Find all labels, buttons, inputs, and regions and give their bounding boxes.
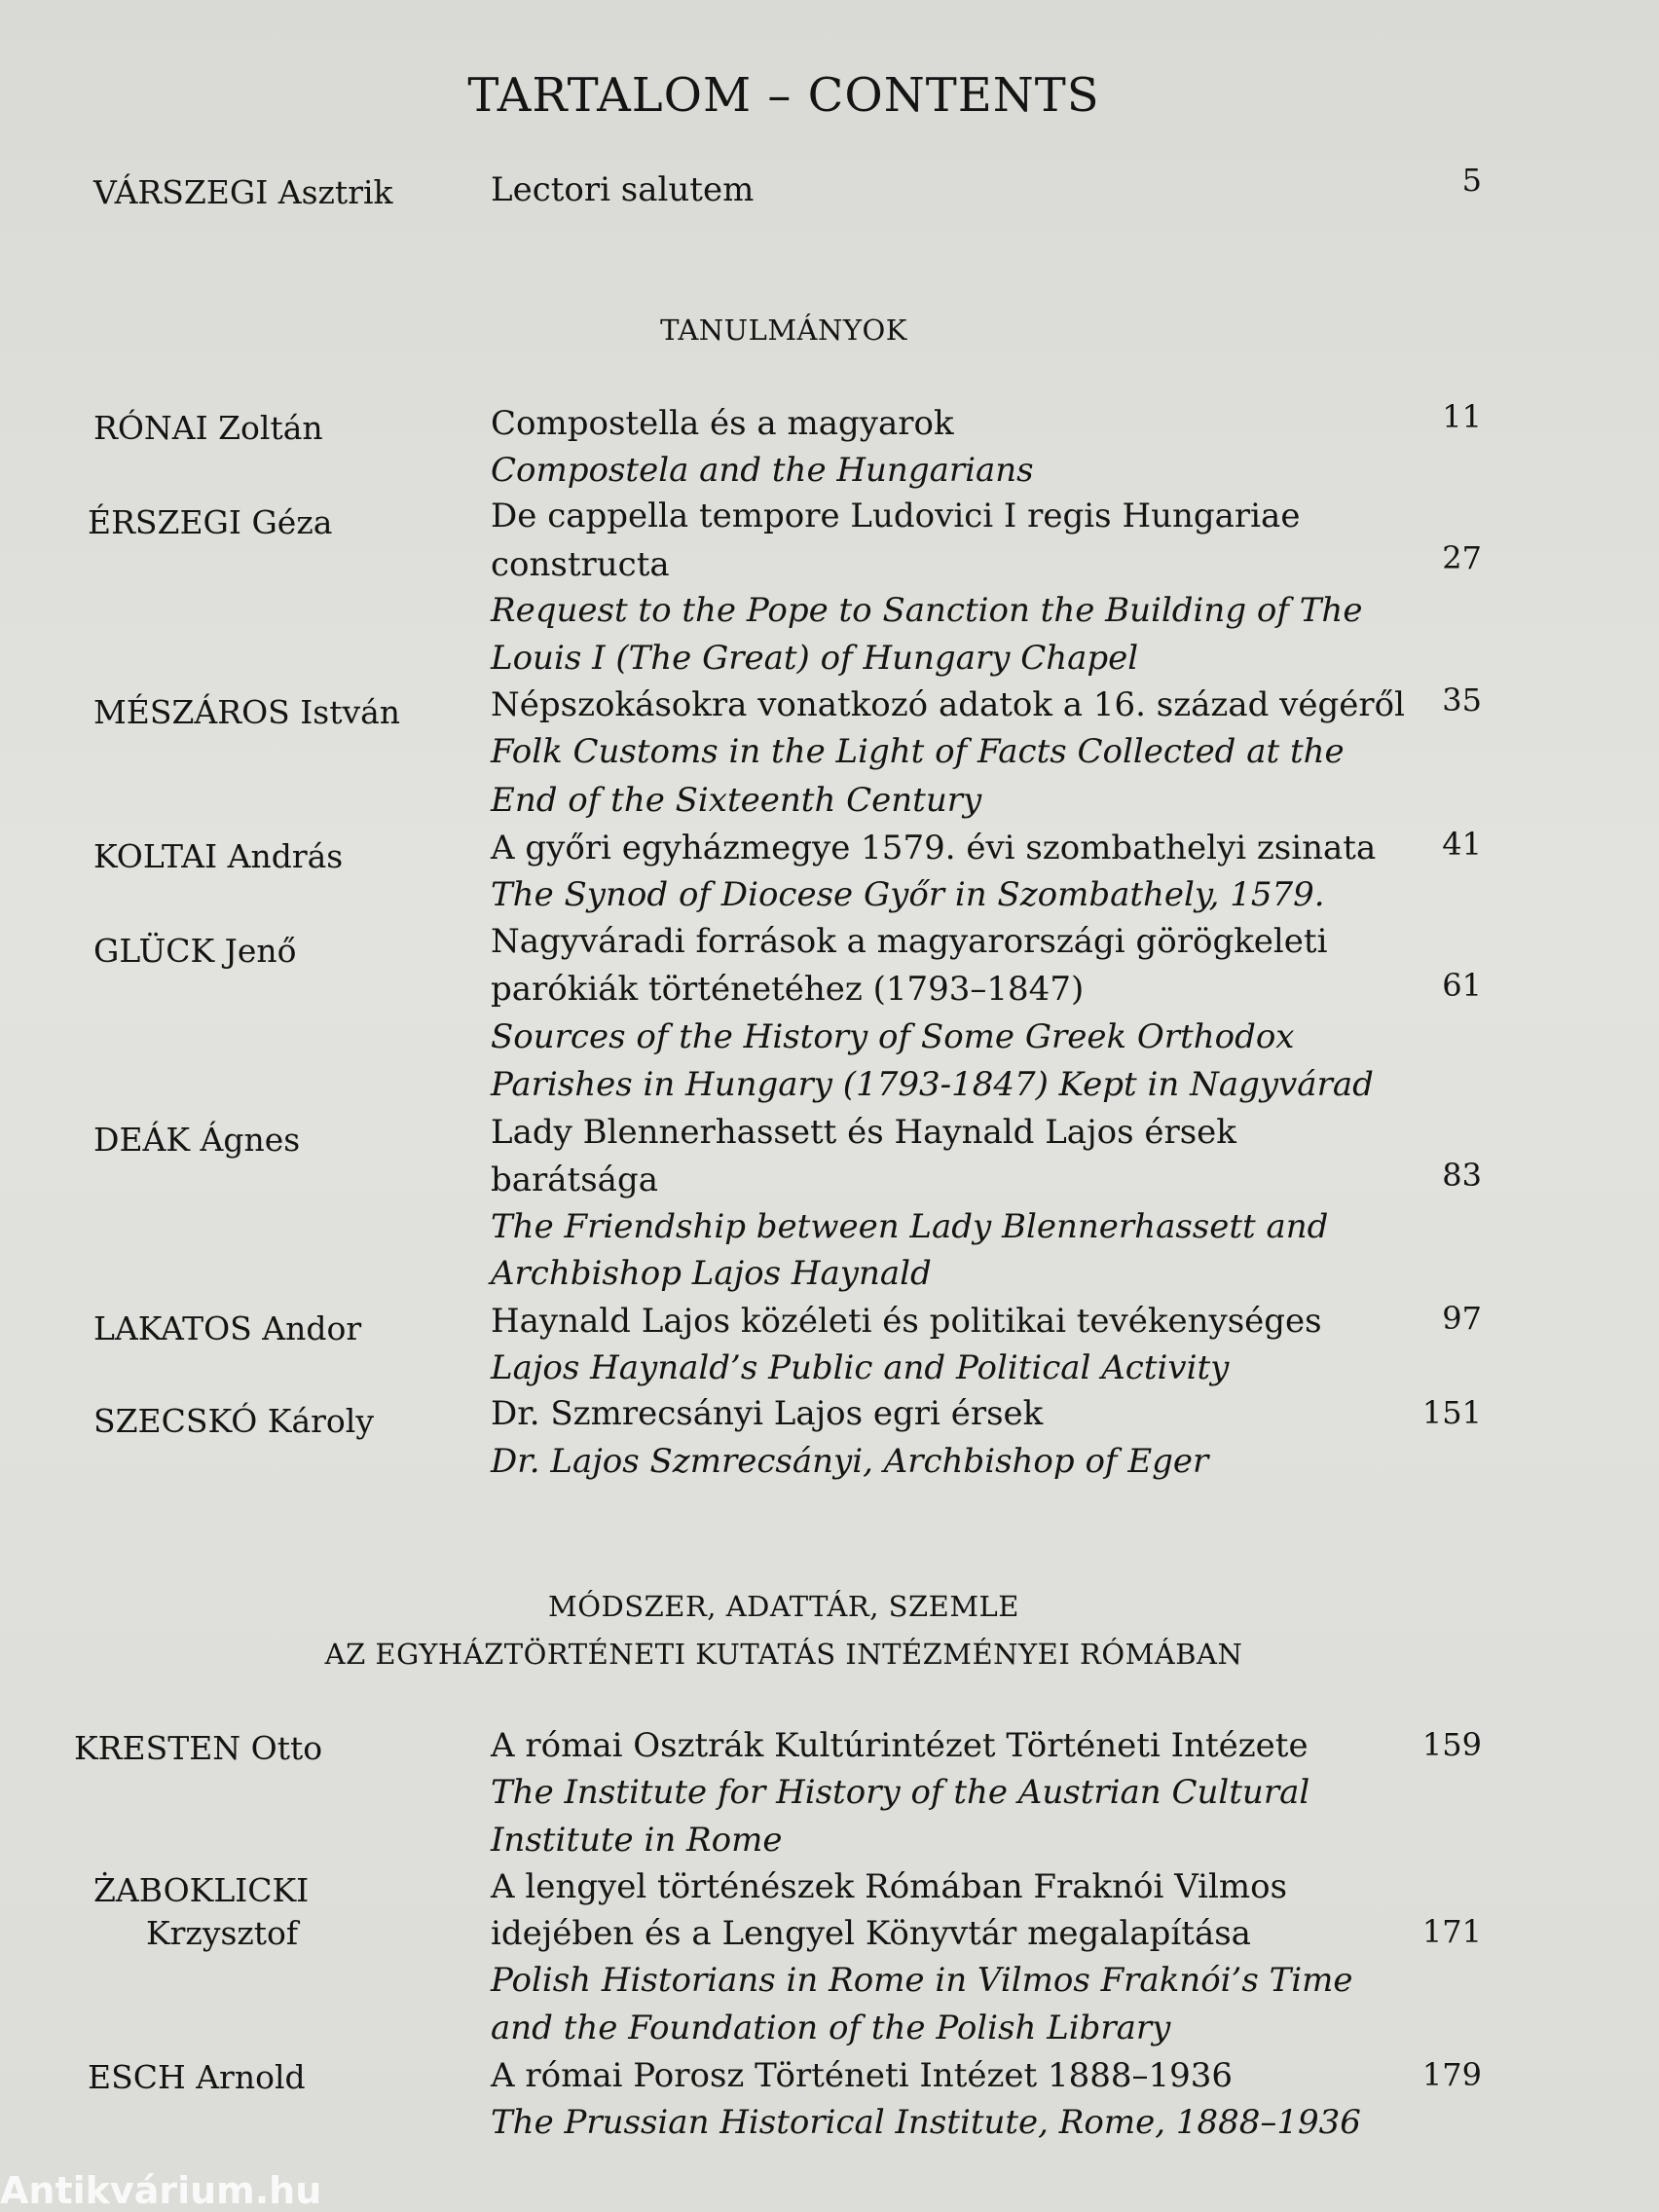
entry-page: 5 xyxy=(1461,162,1482,199)
entry-page: 97 xyxy=(1442,1300,1482,1337)
entry-title-line: Compostella és a magyarok xyxy=(491,404,954,443)
entry-title-line: idejében és a Lengyel Könyvtár megalapítása xyxy=(491,1914,1251,1953)
page-title: TARTALOM – CONTENTS xyxy=(467,68,1100,123)
entry-page: 83 xyxy=(1442,1157,1482,1194)
entry-page: 35 xyxy=(1442,682,1482,719)
entry-title-line: constructa xyxy=(491,545,670,584)
entry-title-line: A római Osztrák Kultúrintézet Történeti Intézete xyxy=(491,1726,1309,1765)
entry-author: RÓNAI Zoltán xyxy=(93,409,323,447)
entry-author: KOLTAI András xyxy=(93,837,344,875)
section-subheading: AZ EGYHÁZTÖRTÉNETI KUTATÁS INTÉZMÉNYEI RÓMÁBAN xyxy=(324,1638,1243,1671)
section-heading: MÓDSZER, ADATTÁR, SZEMLE xyxy=(548,1590,1019,1623)
entry-page: 171 xyxy=(1421,1913,1482,1950)
entry-page: 61 xyxy=(1442,967,1482,1004)
entry-title-line: A római Porosz Történeti Intézet 1888–1936 xyxy=(491,2056,1234,2095)
entry-page: 179 xyxy=(1421,2056,1482,2093)
entry-english-line: The Institute for History of the Austrian Cultural xyxy=(491,1773,1310,1812)
entry-english-line: The Synod of Diocese Győr in Szombathely, 1579. xyxy=(491,875,1325,914)
entry-english-line: The Friendship between Lady Blennerhassett and xyxy=(491,1207,1329,1246)
entry-author-continued: Krzysztof xyxy=(146,1914,299,1952)
entry-english-line: and the Foundation of the Polish Library xyxy=(491,2009,1171,2047)
entry-author: DEÁK Ágnes xyxy=(93,1121,301,1159)
entry-title-line: Nagyváradi források a magyarországi görögkeleti xyxy=(491,922,1328,961)
entry-english-line: Institute in Rome xyxy=(491,1821,783,1860)
entry-author: LAKATOS Andor xyxy=(93,1309,362,1347)
entry-title-line: Népszokásokra vonatkozó adatok a 16. század végéről xyxy=(491,685,1405,724)
entry-english-line: Folk Customs in the Light of Facts Collected at the xyxy=(491,732,1345,771)
entry-author: GLÜCK Jenő xyxy=(93,932,297,970)
entry-author: SZECSKÓ Károly xyxy=(93,1402,374,1440)
entry-title-line: Dr. Szmrecsányi Lajos egri érsek xyxy=(491,1394,1044,1433)
entry-title-line: Haynald Lajos közéleti és politikai tevékenységes xyxy=(491,1302,1322,1341)
watermark: Antikvárium.hu xyxy=(0,2169,322,2212)
entry-page: 159 xyxy=(1421,1726,1482,1763)
section-heading: TANULMÁNYOK xyxy=(660,313,907,347)
entry-title-line: A lengyel történészek Rómában Fraknói Vilmos xyxy=(491,1867,1288,1906)
entry-english-line: Compostela and the Hungarians xyxy=(491,451,1034,490)
entry-english-line: Request to the Pope to Sanction the Building of The xyxy=(491,591,1363,630)
entry-title-line: De cappella tempore Ludovici I regis Hungariae xyxy=(491,497,1301,535)
entry-english-line: Polish Historians in Rome in Vilmos Fraknói’s Time xyxy=(491,1961,1353,2000)
entry-english-line: End of the Sixteenth Century xyxy=(491,781,982,820)
entry-page: 41 xyxy=(1442,826,1482,863)
entry-author: ŻABOKLICKI xyxy=(93,1871,310,1909)
entry-english-line: Louis I (The Great) of Hungary Chapel xyxy=(491,639,1139,678)
entry-english-line: Dr. Lajos Szmrecsányi, Archbishop of Eger xyxy=(491,1442,1209,1481)
entry-title-line: parókiák történetéhez (1793–1847) xyxy=(491,970,1085,1009)
entry-author: ÉRSZEGI Géza xyxy=(88,503,333,541)
entry-title-line: Lady Blennerhassett és Haynald Lajos érsek xyxy=(491,1113,1236,1152)
entry-title-line: A győri egyházmegye 1579. évi szombathelyi zsinata xyxy=(491,829,1377,867)
entry-author: KRESTEN Otto xyxy=(74,1729,323,1767)
entry-title-line: barátsága xyxy=(491,1161,658,1199)
entry-english-line: Lajos Haynald’s Public and Political Activity xyxy=(491,1348,1230,1387)
entry-author: ESCH Arnold xyxy=(88,2058,306,2096)
entry-author: VÁRSZEGI Asztrik xyxy=(93,173,393,211)
entry-english-line: The Prussian Historical Institute, Rome, 1888–1936 xyxy=(491,2103,1361,2142)
entry-author: MÉSZÁROS István xyxy=(93,693,401,731)
entry-english-line: Parishes in Hungary (1793-1847) Kept in Nagyvárad xyxy=(491,1065,1374,1104)
entry-title: Lectori salutem xyxy=(491,170,755,209)
entry-page: 151 xyxy=(1421,1394,1482,1431)
entry-english-line: Sources of the History of Some Greek Orthodox xyxy=(491,1017,1295,1056)
entry-english-line: Archbishop Lajos Haynald xyxy=(491,1254,932,1293)
entry-page: 27 xyxy=(1442,539,1482,576)
entry-page: 11 xyxy=(1442,398,1482,435)
